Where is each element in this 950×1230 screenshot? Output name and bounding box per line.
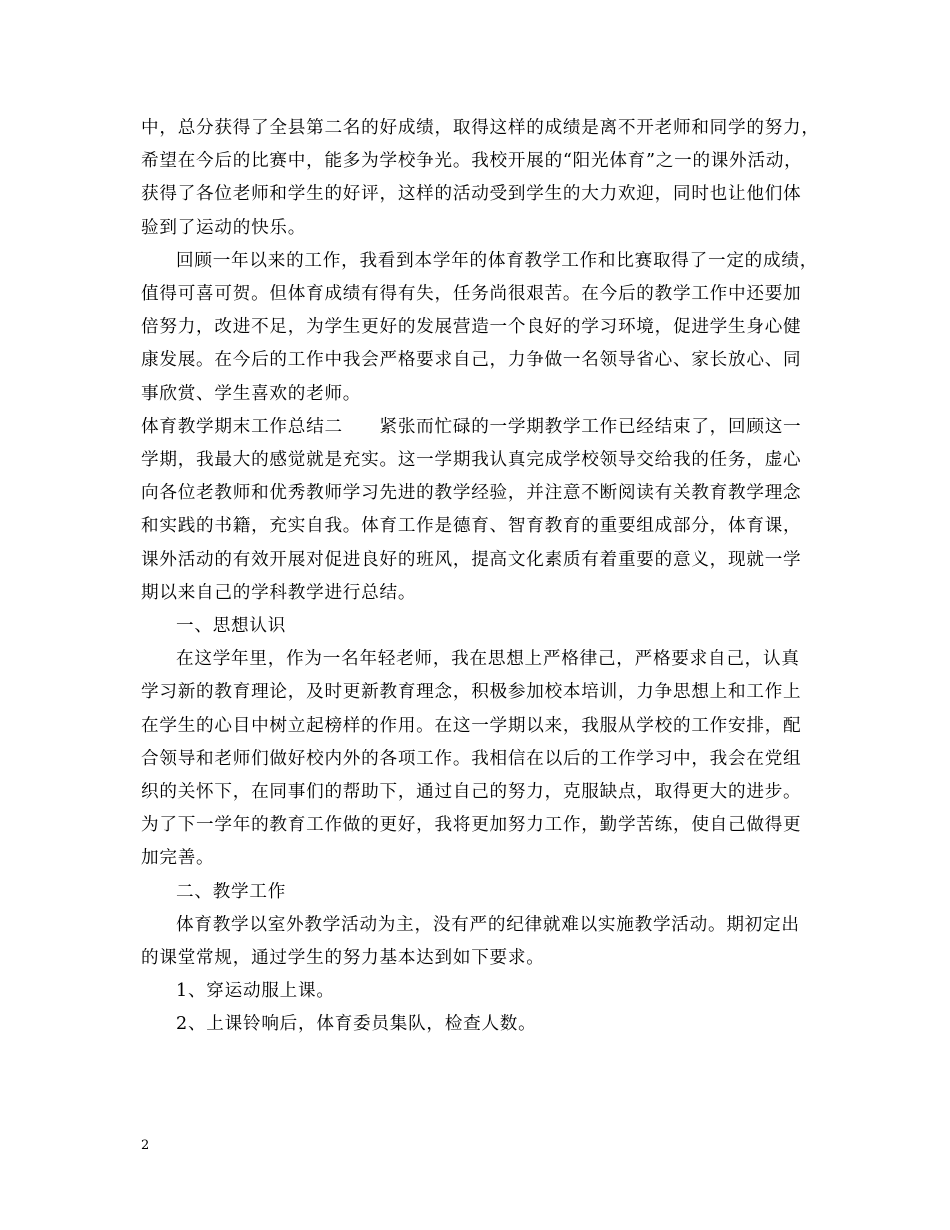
text-line: 和实践的书籍，充实自我。体育工作是德育、智育教育的重要组成部分，体育课， bbox=[141, 516, 802, 537]
text-line: 回顾一年以来的工作，我看到本学年的体育教学工作和比赛取得了一定的成绩， bbox=[176, 250, 819, 271]
text-line: 体育教学以室外教学活动为主，没有严的纪律就难以实施教学活动。期初定出 bbox=[176, 914, 800, 935]
text-line: 学期，我最大的感觉就是充实。这一学期我认真完成学校领导交给我的任务，虚心 bbox=[141, 450, 802, 471]
text-line: 期以来自己的学科教学进行总结。 bbox=[141, 582, 417, 603]
text-line: 1、穿运动服上课。 bbox=[176, 981, 335, 1002]
text-line: 课外活动的有效开展对促进良好的班风，提高文化素质有着重要的意义，现就一学 bbox=[141, 549, 802, 570]
text-line: 希望在今后的比赛中，能多为学校争光。我校开展的“阳光体育”之一的课外活动， bbox=[141, 151, 803, 172]
page-number: 2 bbox=[141, 1138, 150, 1153]
text-line: 获得了各位老师和学生的好评，这样的活动受到学生的大力欢迎，同时也让他们体 bbox=[141, 184, 802, 205]
text-line: 一、思想认识 bbox=[176, 616, 287, 637]
text-line: 在这学年里，作为一名年轻老师，我在思想上严格律己，严格要求自己，认真 bbox=[176, 649, 800, 670]
text-line: 向各位老教师和优秀教师学习先进的教学经验，并注意不断阅读有关教育教学理念 bbox=[141, 483, 802, 504]
text-line: 事欣赏、学生喜欢的老师。 bbox=[141, 383, 362, 404]
text-line: 2、上课铃响后，体育委员集队，检查人数。 bbox=[176, 1014, 537, 1035]
text-line: 值得可喜可贺。但体育成绩有得有失，任务尚很艰苦。在今后的教学工作中还要加 bbox=[141, 284, 802, 305]
text-line: 二、教学工作 bbox=[176, 881, 287, 902]
text-line: 中，总分获得了全县第二名的好成绩，取得这样的成绩是离不开老师和同学的努力， bbox=[141, 118, 820, 138]
text-line: 合领导和老师们做好校内外的各项工作。我相信在以后的工作学习中，我会在党组 bbox=[141, 748, 802, 769]
text-line: 倍努力，改进不足，为学生更好的发展营造一个良好的学习环境，促进学生身心健 bbox=[141, 317, 802, 338]
text-line: 为了下一学年的教育工作做的更好，我将更加努力工作，勤学苦练，使自己做得更 bbox=[141, 815, 802, 836]
text-line: 体育教学期末工作总结二 紧张而忙碌的一学期教学工作已经结束了，回顾这一 bbox=[141, 416, 802, 437]
document-body bbox=[141, 112, 821, 1042]
text-line: 康发展。在今后的工作中我会严格要求自己，力争做一名领导省心、家长放心、同 bbox=[141, 350, 802, 371]
text-line: 加完善。 bbox=[141, 848, 215, 869]
text-line: 学习新的教育理论，及时更新教育理念，积极参加校本培训，力争思想上和工作上 bbox=[141, 682, 802, 703]
text-line: 验到了运动的快乐。 bbox=[141, 217, 307, 238]
text-line: 织的关怀下，在同事们的帮助下，通过自己的努力，克服缺点，取得更大的进步。 bbox=[141, 782, 802, 803]
text-line: 的课堂常规，通过学生的努力基本达到如下要求。 bbox=[141, 948, 545, 969]
text-line: 在学生的心目中树立起榜样的作用。在这一学期以来，我服从学校的工作安排，配 bbox=[141, 715, 802, 736]
